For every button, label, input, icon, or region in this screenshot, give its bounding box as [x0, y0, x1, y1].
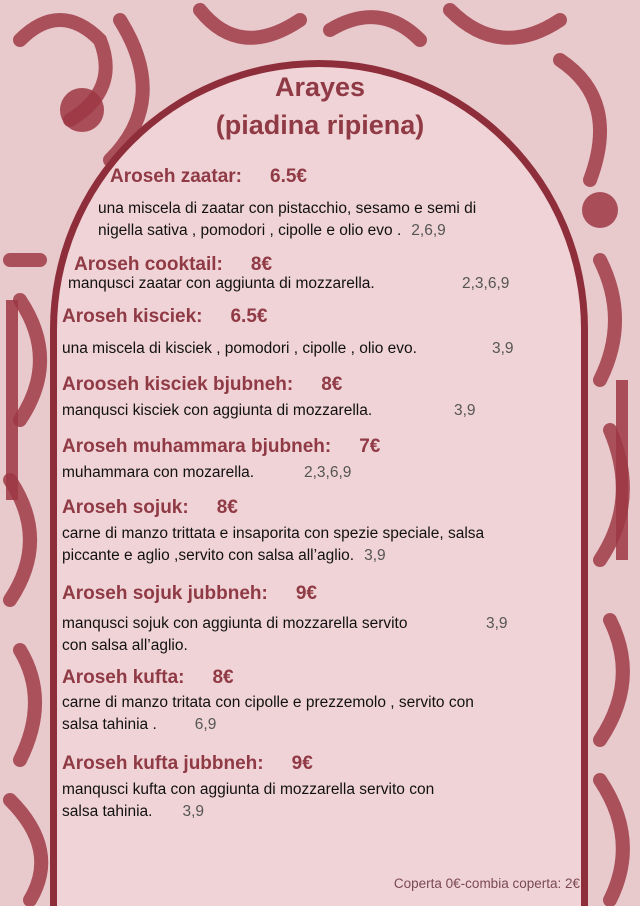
menu-item-name: Aroseh muhammara bjubneh: 7€	[62, 436, 381, 457]
allergen-codes: 3,9	[364, 547, 386, 564]
menu-item-description: muhammara con mozarella. 2,3,6,9	[62, 462, 522, 484]
menu-item-description: manqusci zaatar con aggiunta di mozzarella. 2,3,6,9	[68, 273, 518, 295]
menu-subtitle: (piadina ripiena)	[215, 110, 425, 140]
allergen-codes: 2,3,6,9	[462, 275, 510, 292]
menu-item-description: carne di manzo trittata e insaporita con spezie speciale, salsa piccante e aglio ,servito con salsa all’aglio. 3,9	[62, 525, 485, 564]
menu-item-description: una miscela di kisciek , pomodori , cipolle , olio evo. 3,9	[62, 338, 522, 360]
menu-item-price: 9€	[291, 753, 313, 774]
menu-item-description: una miscela di zaatar con pistacchio, sesamo e semi di nigella sativa , pomodori , cipolle e olio evo . 2,6,9	[98, 200, 477, 239]
menu-item-description: carne di manzo tritata con cipolle e prezzemolo , servito con salsa tahinia . 6,9	[62, 694, 474, 733]
allergen-codes: 3,9	[182, 803, 205, 820]
menu-item-description: manqusci kufta con aggiunta di mozzarella servito con salsa tahinia. 3,9	[62, 781, 435, 820]
menu-item-description: manqusci sojuk con aggiunta di mozzarella servito 3,9 con salsa all’aglio.	[62, 615, 508, 654]
menu-item-name: Aroseh cooktail: 8€	[74, 254, 273, 275]
allergen-codes: 2,6,9	[411, 222, 446, 239]
allergen-codes: 6,9	[194, 716, 217, 733]
menu-item-price: 6.5€	[270, 166, 307, 187]
allergen-codes: 3,9	[486, 615, 508, 632]
menu-item-name: Aroseh kisciek: 6.5€	[62, 306, 268, 327]
menu-item-name: Aroseh kufta: 8€	[62, 667, 234, 688]
menu-item-price: 7€	[359, 436, 381, 457]
menu-item-price: 8€	[250, 254, 273, 275]
menu-item-description: manqusci kisciek con aggiunta di mozzarella. 3,9	[62, 400, 522, 422]
menu-item-price: 8€	[321, 374, 343, 395]
menu-item-price: 9€	[295, 583, 317, 604]
menu-item-name: Aroseh zaatar: 6.5€	[110, 166, 307, 187]
menu-item-price: 6.5€	[230, 306, 268, 327]
menu-item-name: Aroseh sojuk jubbneh: 9€	[62, 583, 317, 604]
menu-item-name: Arooseh kisciek bjubneh: 8€	[62, 374, 343, 395]
menu-item-price: 8€	[216, 497, 238, 518]
menu-item-price: 8€	[212, 667, 234, 688]
menu-item-name: Aroseh sojuk: 8€	[62, 497, 238, 518]
menu-title: Arayes	[274, 72, 366, 102]
menu-item-name: Aroseh kufta jubbneh: 9€	[62, 753, 313, 774]
allergen-codes: 3,9	[454, 402, 476, 419]
cover-charge-note: Coperta 0€-combia coperta: 2€	[393, 876, 580, 891]
allergen-codes: 2,3,6,9	[304, 464, 352, 481]
allergen-codes: 3,9	[492, 340, 514, 357]
